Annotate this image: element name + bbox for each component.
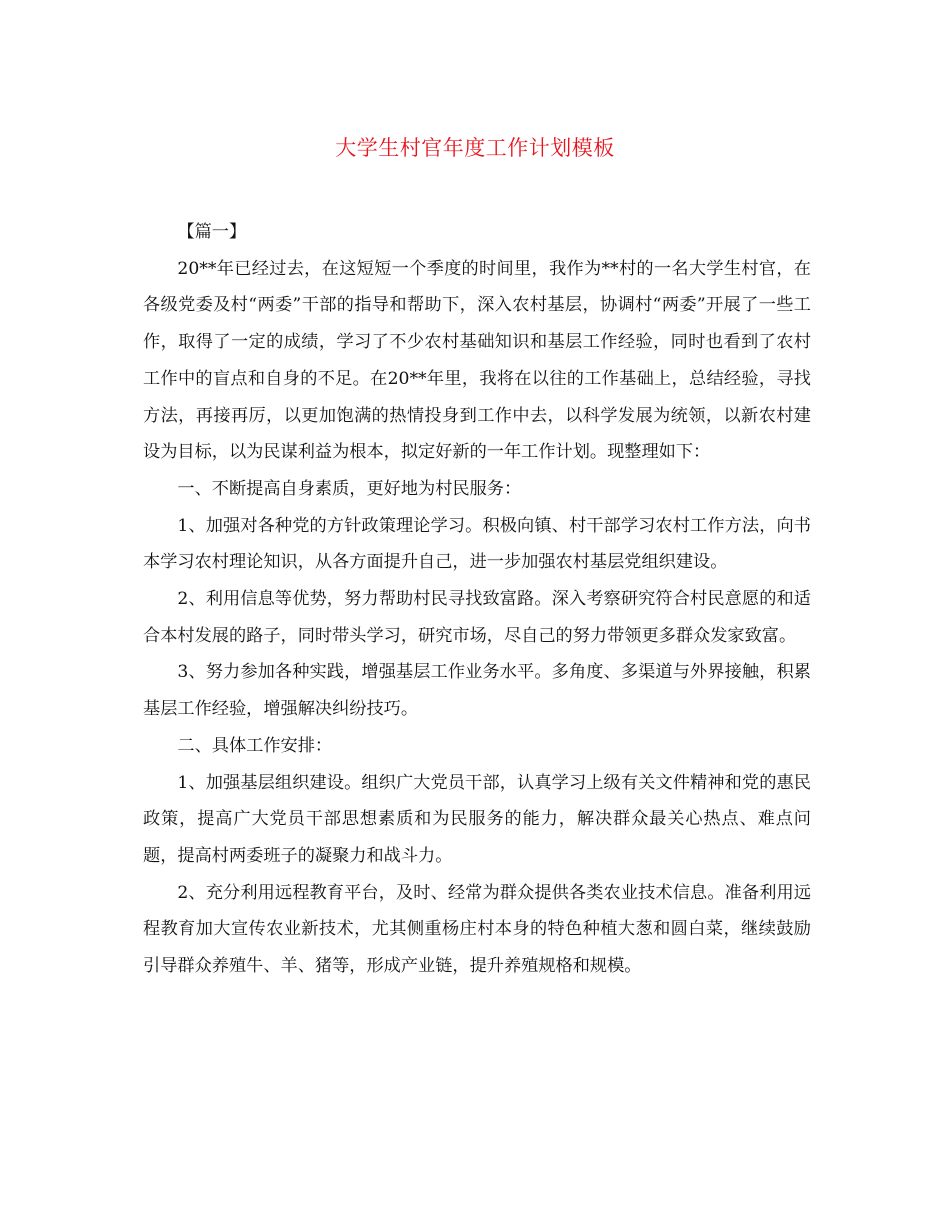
document-body — [143, 214, 811, 985]
paragraph-item-2-1: 1、加强基层组织建设。组织广大党员干部，认真学习上级有关文件精神和党的惠民政策，提高广大党员干部思想素质和为民服务的能力，解决群众最关心热点、难点问题，提高村两委班子的凝聚力和战斗力。 — [143, 772, 811, 866]
section-heading-part-one: 【篇一】 — [177, 222, 247, 242]
paragraph-item-1-3: 3、努力参加各种实践，增强基层工作业务水平。多角度、多渠道与外界接触，积累基层工作经验，增强解决纠纷技巧。 — [143, 662, 811, 720]
paragraph-item-2-2: 2、充分利用远程教育平台，及时、经常为群众提供各类农业技术信息。准备利用远程教育加大宣传农业新技术，尤其侧重杨庄村本身的特色种植大葱和圆白菜，继续鼓励引导群众养殖牛、羊、猪等，形成产业链，提升养殖规格和规模。 — [143, 882, 811, 977]
paragraph-intro: 20**年已经过去，在这短短一个季度的时间里，我作为**村的一名大学生村官，在各级党委及村“两委”干部的指导和帮助下，深入农村基层，协调村“两委”开展了一些工作，取得了一定的成绩，学习了不少农村基础知识和基层工作经验，同时也看到了农村工作中的盲点和自身的不足。在20**年里，我将在以往的工作基础上，总结经验，寻找方法，再接再厉，以更加饱满的热情投身到工作中去，以科学发展为统领，以新农村建设为目标，以为民谋利益为根本，拟定好新的一年工作计划。现整理如下： — [143, 258, 811, 463]
section-heading-two: 二、具体工作安排： — [177, 735, 333, 756]
paragraph-item-1-1: 1、加强对各种党的方针政策理论学习。积极向镇、村干部学习农村工作方法，向书本学习农村理论知识，从各方面提升自己，进一步加强农村基层党组织建设。 — [143, 515, 811, 573]
paragraph-item-1-2: 2、利用信息等优势，努力帮助村民寻找致富路。深入考察研究符合村民意愿的和适合本村发展的路子，同时带头学习，研究市场，尽自己的努力带领更多群众发家致富。 — [143, 589, 811, 646]
section-heading-one: 一、不断提高自身素质，更好地为村民服务： — [177, 478, 522, 499]
document-title: 大学生村官年度工作计划模板 — [335, 136, 615, 160]
